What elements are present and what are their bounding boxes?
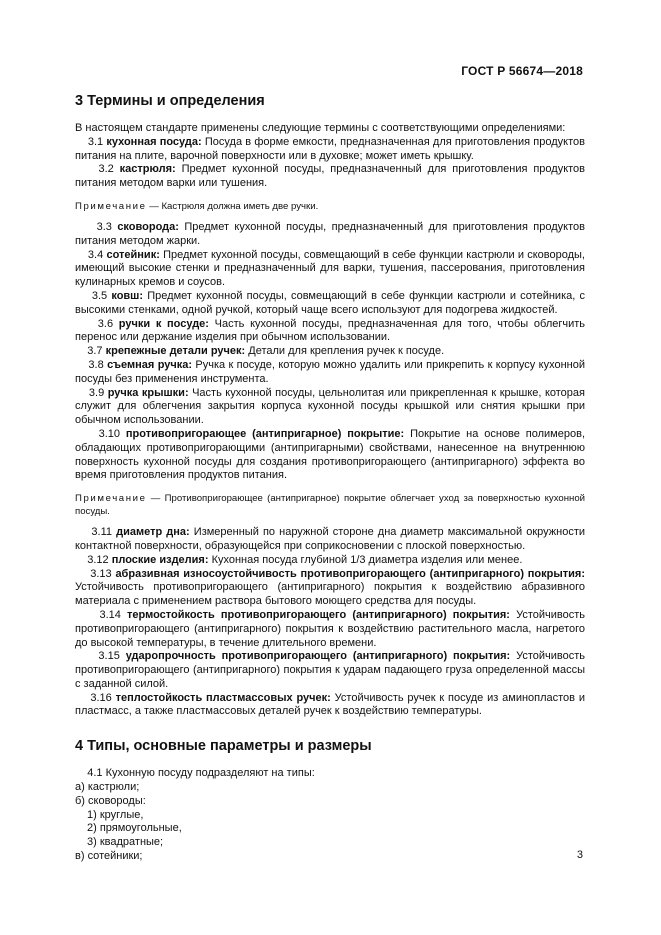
- definition-3-9: 3.9 ручка крышки: Часть кухонной посуды, цельнолитая или прикрепленная к крышке, которая служит для облегчения закрытия корпуса кухонной посуды крышкой или снятия крышки при обычном использовании.: [75, 386, 585, 427]
- types-list: [75, 767, 585, 864]
- list-item: б) сковороды:: [75, 794, 146, 807]
- definition-3-5: 3.5 ковш: Предмет кухонной посуды, совмещающий в себе функции кастрюли и сотейника, с высокими стенками, одной ручкой, который чаще всего используют для подогрева жидкостей.: [75, 289, 586, 316]
- definition-3-10: 3.10 противопригорающее (антипригарное) покрытие: Покрытие на основе полимеров, обладающих противопригорающими (антипригарными) свойствами, нанесенное на внутреннюю поверхность кухонной посуды для создания противопригорающего (антипригарного) эффекта во время приготовления продуктов питания.: [75, 427, 585, 482]
- note-2: Примечание — Противопригорающее (антипригарное) покрытие облегчает уход за поверхностью кухонной посуды.: [75, 493, 586, 518]
- definition-3-2: 3.2 кастрюля: Предмет кухонной посуды, предназначенный для приготовления продуктов питания методом варки или тушения.: [75, 163, 586, 190]
- page-number: 3: [576, 849, 583, 861]
- list-intro: 4.1 Кухонную посуду подразделяют на типы:: [87, 767, 315, 780]
- list-item: 1) круглые,: [87, 808, 144, 821]
- note-1: Примечание — Кастрюля должна иметь две ручки.: [75, 200, 319, 212]
- page-content: [75, 92, 585, 864]
- list-item: а) кастрюли;: [75, 781, 140, 794]
- definition-3-13: 3.13 абразивная износоустойчивость противопригорающего (антипригарного) покрытия: Устойчивость противопригорающего (антипригарного) покрытия к воздействию абразивного материала с применением раствора бытового моющего средства для посуды.: [75, 567, 585, 608]
- definition-3-6: 3.6 ручки к посуде: Часть кухонной посуды, предназначенная для того, чтобы облегчить перенос или держание изделия при обычном использовании.: [75, 317, 586, 344]
- section-3-intro: В настоящем стандарте применены следующие термины с соответствующими определениями:: [75, 122, 566, 134]
- definition-3-15: 3.15 ударопрочность противопригорающего (антипригарного) покрытия: Устойчивость противопригорающего (антипригарного) покрытия к ударам падающего груза определенной массы с заданной силой.: [75, 650, 585, 690]
- definition-3-16: 3.16 теплостойкость пластмассовых ручек: Устойчивость ручек к посуде из аминопластов и пластмасс, а также пластмассовых деталей ручек к воздействию температуры.: [75, 691, 585, 718]
- definition-3-8: 3.8 съемная ручка: Ручка к посуде, которую можно удалить или прикрепить к корпусу кухонной посуды без применения инструмента.: [75, 358, 585, 385]
- document-id: ГОСТ Р 56674—2018: [461, 64, 583, 78]
- definition-3-1: 3.1 кухонная посуда: Посуда в форме емкости, предназначенная для приготовления продуктов питания на плите, варочной поверхности или в духовке; может иметь крышку.: [75, 135, 585, 162]
- section-3-title: 3 Термины и определения: [75, 93, 265, 109]
- definition-3-12: 3.12 плоские изделия: Кухонная посуда глубиной 1/3 диаметра изделия или менее.: [87, 553, 523, 566]
- definition-3-7: 3.7 крепежные детали ручек: Детали для крепления ручек к посуде.: [87, 345, 445, 358]
- section-4-title: 4 Типы, основные параметры и размеры: [75, 738, 372, 755]
- definition-3-11: 3.11 диаметр дна: Измеренный по наружной стороне дна диаметр максимальной окружности контактной поверхности, образующейся при соприкосновении с плоской поверхностью.: [75, 526, 586, 552]
- definition-3-3: 3.3 сковорода: Предмет кухонной посуды, предназначенный для приготовления продуктов питания методом жарки.: [75, 220, 585, 247]
- list-item: 2) прямоугольные,: [87, 822, 182, 835]
- definition-3-14: 3.14 термостойкость противопригорающего (антипригарного) покрытия: Устойчивость противопригорающего (антипригарного) покрытия к воздействию растительного масла, нагретого до высокой температуры, в течение длительного времени.: [75, 608, 585, 649]
- definition-3-4: 3.4 сотейник: Предмет кухонной посуды, совмещающий в себе функции кастрюли и сковороды, имеющий высокие стенки и предназначенный для варки, тушения, пассерования, приготовления кулинарных кремов и соусов.: [75, 248, 585, 289]
- list-item: в) сотейники;: [75, 850, 143, 863]
- list-item: 3) квадратные;: [87, 836, 164, 849]
